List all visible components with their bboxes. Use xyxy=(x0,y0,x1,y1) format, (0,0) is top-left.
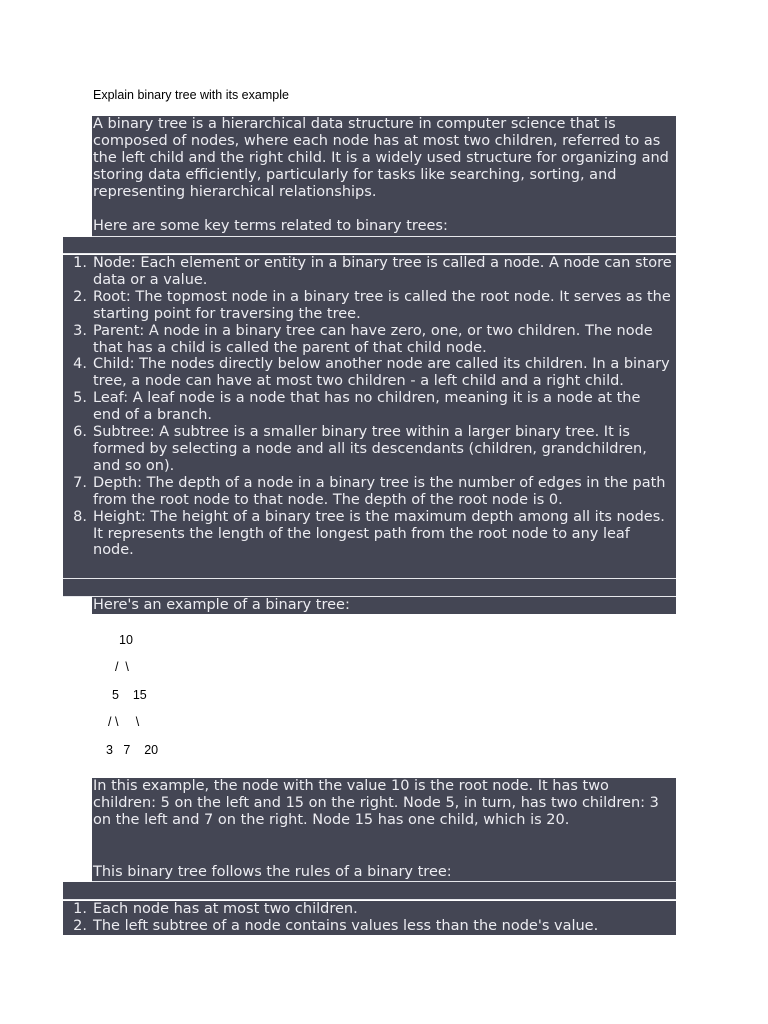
list-number: 1. xyxy=(73,255,87,271)
list-number: 6. xyxy=(73,424,87,441)
divider xyxy=(63,578,676,579)
list-number: 5. xyxy=(73,390,87,407)
list-number: 1. xyxy=(73,901,87,917)
list-number: 2. xyxy=(73,917,87,934)
list-item-text: The left subtree of a node contains values less than the node's value. xyxy=(93,917,599,934)
list-item xyxy=(63,424,676,475)
tree-branches-level-2: / \ \ xyxy=(108,715,140,729)
spacer-band xyxy=(63,578,676,597)
rules-lead: This binary tree follows the rules of a binary tree: xyxy=(93,864,452,880)
list-item-text: Node: Each element or entity in a binary tree is called a node. A node can store data or a value. xyxy=(93,255,672,288)
list-item xyxy=(63,289,676,323)
list-item xyxy=(63,390,676,424)
list-item-text: Parent: A node in a binary tree can have zero, one, or two children. The node that has a child is called the parent of that child node. xyxy=(93,322,653,356)
list-item xyxy=(63,918,676,935)
tree-level-3: 3 7 20 xyxy=(106,743,159,757)
intro-block xyxy=(92,116,676,237)
explanation-block xyxy=(92,778,676,882)
list-number: 3. xyxy=(73,322,87,339)
example-lead: Here's an example of a binary tree: xyxy=(93,597,350,613)
example-lead-block xyxy=(92,597,676,614)
list-number: 2. xyxy=(73,288,87,305)
key-terms-lead: Here are some key terms related to binary trees: xyxy=(93,218,448,234)
rules-list xyxy=(63,901,676,935)
list-item-text: Each node has at most two children. xyxy=(93,901,358,917)
divider xyxy=(63,899,676,900)
tree-level-root: 10 xyxy=(119,633,133,647)
list-number: 7. xyxy=(73,474,87,491)
question-heading: Explain binary tree with its example xyxy=(93,88,289,102)
list-item-text: Child: The nodes directly below another node are called its children. In a binary tree, a node can have at most two children - a left child and a right child. xyxy=(93,356,670,390)
list-item xyxy=(63,255,676,289)
tree-branches-root: / \ xyxy=(115,660,129,674)
list-item xyxy=(63,509,676,560)
list-item-text: Subtree: A subtree is a smaller binary tree within a larger binary tree. It is formed by selecting a node and all its descendants (children, grandchildren, and so on). xyxy=(93,424,647,474)
spacer-band xyxy=(63,237,676,254)
list-item xyxy=(63,901,676,918)
list-item xyxy=(63,475,676,509)
explanation-paragraph: In this example, the node with the value 10 is the root node. It has two children: 5 on the left and 15 on the right. Node 5, in turn, has two children: 3 on the left and 7 on the right. Node 15 has one child, which is 20. xyxy=(93,778,659,828)
spacer-band xyxy=(63,882,676,900)
list-item-text: Height: The height of a binary tree is the maximum depth among all its nodes. It represents the length of the longest path from the root node to any leaf node. xyxy=(93,508,665,559)
list-item xyxy=(63,323,676,357)
list-item-text: Root: The topmost node in a binary tree is called the root node. It serves as the starting point for traversing the tree. xyxy=(93,288,671,322)
tree-level-2: 5 15 xyxy=(112,688,147,702)
intro-paragraph: A binary tree is a hierarchical data structure in computer science that is composed of nodes, where each node has at most two children, referred to as the left child and the right child. It is a widely used structure for organizing and storing data efficiently, particularly for tasks like searching, sorting, and representing hierarchical relationships. xyxy=(93,116,669,200)
list-item-text: Leaf: A leaf node is a node that has no children, meaning it is a node at the end of a branch. xyxy=(93,390,641,424)
list-number: 8. xyxy=(73,508,87,525)
divider xyxy=(63,253,676,254)
list-item xyxy=(63,356,676,390)
list-item-text: Depth: The depth of a node in a binary tree is the number of edges in the path from the root node to that node. The depth of the root node is 0. xyxy=(93,474,666,508)
key-terms-list xyxy=(63,255,676,578)
list-number: 4. xyxy=(73,356,87,373)
